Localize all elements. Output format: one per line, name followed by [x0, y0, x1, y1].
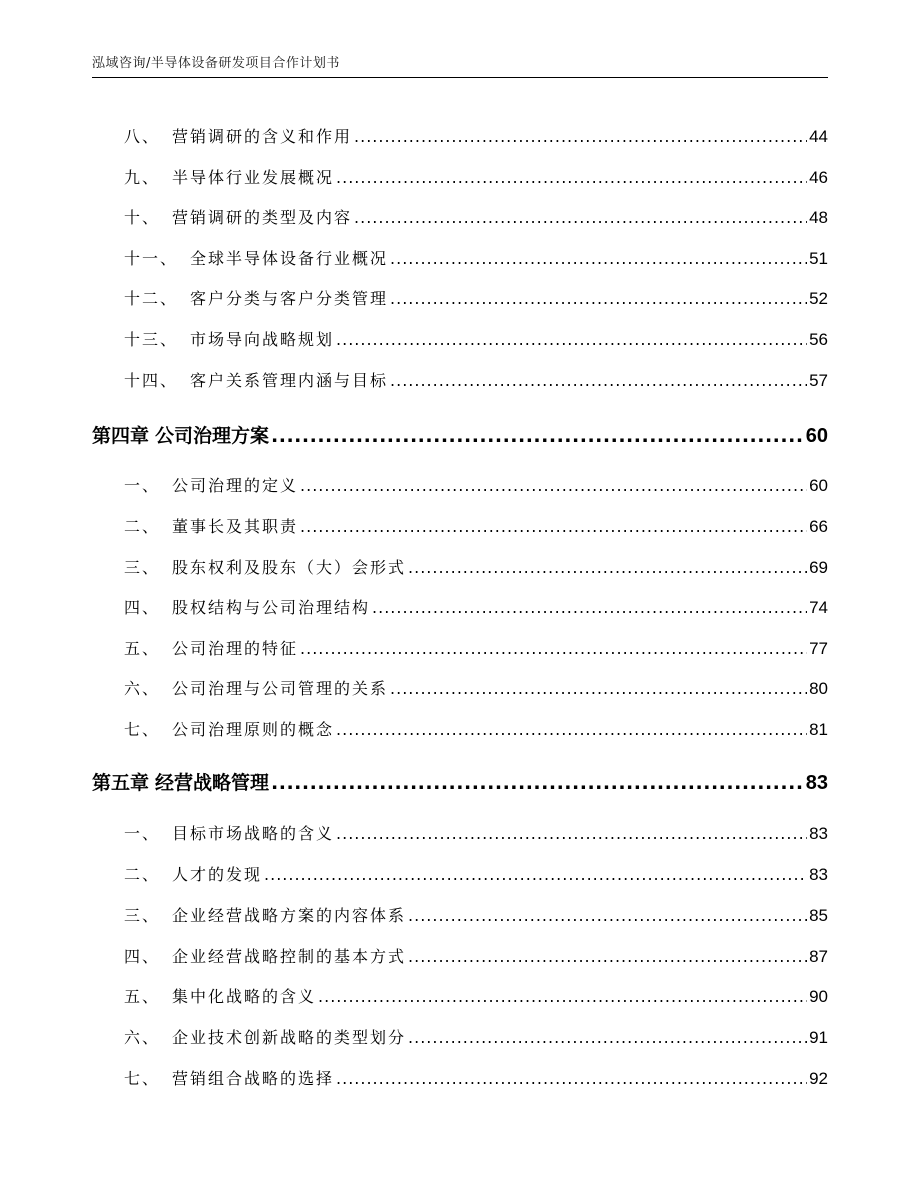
- toc-entry[interactable]: [124, 676, 828, 699]
- toc-entry-number: 三、: [124, 906, 161, 925]
- toc-leader-dots: [408, 1028, 807, 1044]
- toc-entry-number: 九、: [124, 168, 161, 187]
- toc-entry[interactable]: [124, 205, 828, 228]
- toc-leader-dots: [336, 330, 807, 346]
- toc-entry-page: 87: [809, 947, 828, 966]
- toc-entry-title: 集中化战略的含义: [172, 987, 317, 1006]
- toc-entry[interactable]: [124, 165, 828, 188]
- header-title: 泓域咨询/半导体设备研发项目合作计划书: [92, 56, 340, 71]
- toc-leader-dots: [300, 639, 807, 655]
- toc-entry-page: 56: [809, 330, 828, 349]
- toc-entry-title: 营销组合战略的选择: [172, 1069, 335, 1088]
- toc-leader-dots: [300, 517, 807, 533]
- toc-entry-page: 90: [809, 987, 828, 1006]
- toc-entry-page: 57: [809, 371, 828, 390]
- toc-leader-dots: [354, 127, 807, 143]
- toc-entry[interactable]: [124, 555, 828, 578]
- toc-entry-number: 四、: [124, 598, 161, 617]
- toc-entry-title: 企业经营战略控制的基本方式: [172, 947, 407, 966]
- toc-entry-page: 69: [809, 558, 828, 577]
- toc-leader-dots: [390, 289, 807, 305]
- toc-entry[interactable]: [124, 1025, 828, 1048]
- toc-entry-number: 二、: [124, 865, 161, 884]
- toc-leader-dots: [271, 425, 804, 444]
- toc-leader-dots: [390, 249, 807, 265]
- toc-entry-title: 公司治理的定义: [172, 476, 299, 495]
- toc-chapter-page: 83: [805, 772, 828, 794]
- toc-leader-dots: [336, 824, 807, 840]
- toc-entry-page: 52: [809, 289, 828, 308]
- toc-entry-title: 企业技术创新战略的类型划分: [172, 1028, 407, 1047]
- toc-entry-number: 三、: [124, 558, 161, 577]
- toc-entry[interactable]: [124, 1066, 828, 1089]
- toc-entry-page: 83: [809, 824, 828, 843]
- toc-entry-number: 六、: [124, 1028, 161, 1047]
- toc-leader-dots: [390, 679, 807, 695]
- toc-entry-page: 60: [809, 476, 828, 495]
- toc-entry-title: 客户分类与客户分类管理: [190, 289, 389, 308]
- toc-leader-dots: [390, 371, 807, 387]
- toc-leader-dots: [300, 476, 807, 492]
- toc-leader-dots: [336, 168, 807, 184]
- toc-entry[interactable]: [124, 514, 828, 537]
- toc-entry-page: 80: [809, 679, 828, 698]
- toc-entry-number: 二、: [124, 517, 161, 536]
- toc-entry-page: 48: [809, 208, 828, 227]
- toc-entry-number: 七、: [124, 1069, 161, 1088]
- toc-entry[interactable]: [124, 944, 828, 967]
- toc-leader-dots: [271, 772, 804, 791]
- toc-entry[interactable]: [124, 327, 828, 350]
- toc-chapter-page: 60: [805, 425, 828, 447]
- toc-entry-title: 公司治理的特征: [172, 639, 299, 658]
- toc-entry[interactable]: [124, 862, 828, 885]
- toc-leader-dots: [318, 987, 807, 1003]
- toc-entry-title: 营销调研的类型及内容: [172, 208, 353, 227]
- toc-entry[interactable]: [124, 984, 828, 1007]
- toc-entry-page: 83: [809, 865, 828, 884]
- toc-entry[interactable]: [124, 903, 828, 926]
- toc-entry[interactable]: [124, 595, 828, 618]
- toc-entry-title: 企业经营战略方案的内容体系: [172, 906, 407, 925]
- toc-entry-page: 51: [809, 249, 828, 268]
- toc-chapter-title: 经营战略管理: [155, 772, 270, 794]
- toc-entry-title: 营销调研的含义和作用: [172, 127, 353, 146]
- toc-leader-dots: [408, 906, 807, 922]
- toc-entry-title: 半导体行业发展概况: [172, 168, 335, 187]
- toc-entry-title: 公司治理与公司管理的关系: [172, 679, 389, 698]
- toc-entry-number: 十四、: [124, 371, 179, 390]
- toc-entry-title: 董事长及其职责: [172, 517, 299, 536]
- toc-entry-page: 81: [809, 720, 828, 739]
- toc-chapter-number: 第五章: [92, 772, 150, 794]
- toc-entry[interactable]: [124, 124, 828, 147]
- toc-chapter-entry[interactable]: [92, 421, 828, 448]
- toc-entry-title: 目标市场战略的含义: [172, 824, 335, 843]
- toc-entry-page: 74: [809, 598, 828, 617]
- toc-chapter-number: 第四章: [92, 425, 150, 447]
- toc-entry-page: 66: [809, 517, 828, 536]
- toc-entry[interactable]: [124, 717, 828, 740]
- toc-entry-page: 44: [809, 127, 828, 146]
- toc-leader-dots: [336, 720, 807, 736]
- toc-leader-dots: [354, 208, 807, 224]
- toc-leader-dots: [372, 598, 807, 614]
- toc-leader-dots: [408, 558, 807, 574]
- toc-entry-title: 客户关系管理内涵与目标: [190, 371, 389, 390]
- toc-entry-number: 一、: [124, 824, 161, 843]
- toc-entry[interactable]: [124, 368, 828, 391]
- toc-entry-title: 公司治理原则的概念: [172, 720, 335, 739]
- toc-chapter-entry[interactable]: [92, 768, 828, 795]
- toc-entry[interactable]: [124, 286, 828, 309]
- toc-entry-number: 一、: [124, 476, 161, 495]
- toc-entry-number: 六、: [124, 679, 161, 698]
- toc-entry-title: 人才的发现: [172, 865, 263, 884]
- toc-entry[interactable]: [124, 821, 828, 844]
- toc-entry-number: 五、: [124, 639, 161, 658]
- toc-entry-title: 市场导向战略规划: [190, 330, 335, 349]
- toc-entry-number: 七、: [124, 720, 161, 739]
- toc-entry-number: 十二、: [124, 289, 179, 308]
- toc-entry-title: 全球半导体设备行业概况: [190, 249, 389, 268]
- toc-leader-dots: [408, 947, 807, 963]
- toc-entry-number: 十一、: [124, 249, 179, 268]
- toc-entry-page: 92: [809, 1069, 828, 1088]
- toc-leader-dots: [336, 1069, 807, 1085]
- toc-entry[interactable]: [124, 636, 828, 659]
- toc-entry-number: 八、: [124, 127, 161, 146]
- toc-leader-dots: [264, 865, 807, 881]
- toc-entry-number: 十、: [124, 208, 161, 227]
- toc-entry[interactable]: [124, 473, 828, 496]
- toc-entry-number: 十三、: [124, 330, 179, 349]
- toc-entry-page: 85: [809, 906, 828, 925]
- toc-entry-page: 91: [809, 1028, 828, 1047]
- toc-entry[interactable]: [124, 246, 828, 269]
- toc-entry-number: 四、: [124, 947, 161, 966]
- toc-entry-title: 股权结构与公司治理结构: [172, 598, 371, 617]
- toc-entry-page: 77: [809, 639, 828, 658]
- toc-chapter-title: 公司治理方案: [155, 425, 270, 447]
- toc-entry-number: 五、: [124, 987, 161, 1006]
- toc-entry-title: 股东权利及股东（大）会形式: [172, 558, 407, 577]
- toc-entry-page: 46: [809, 168, 828, 187]
